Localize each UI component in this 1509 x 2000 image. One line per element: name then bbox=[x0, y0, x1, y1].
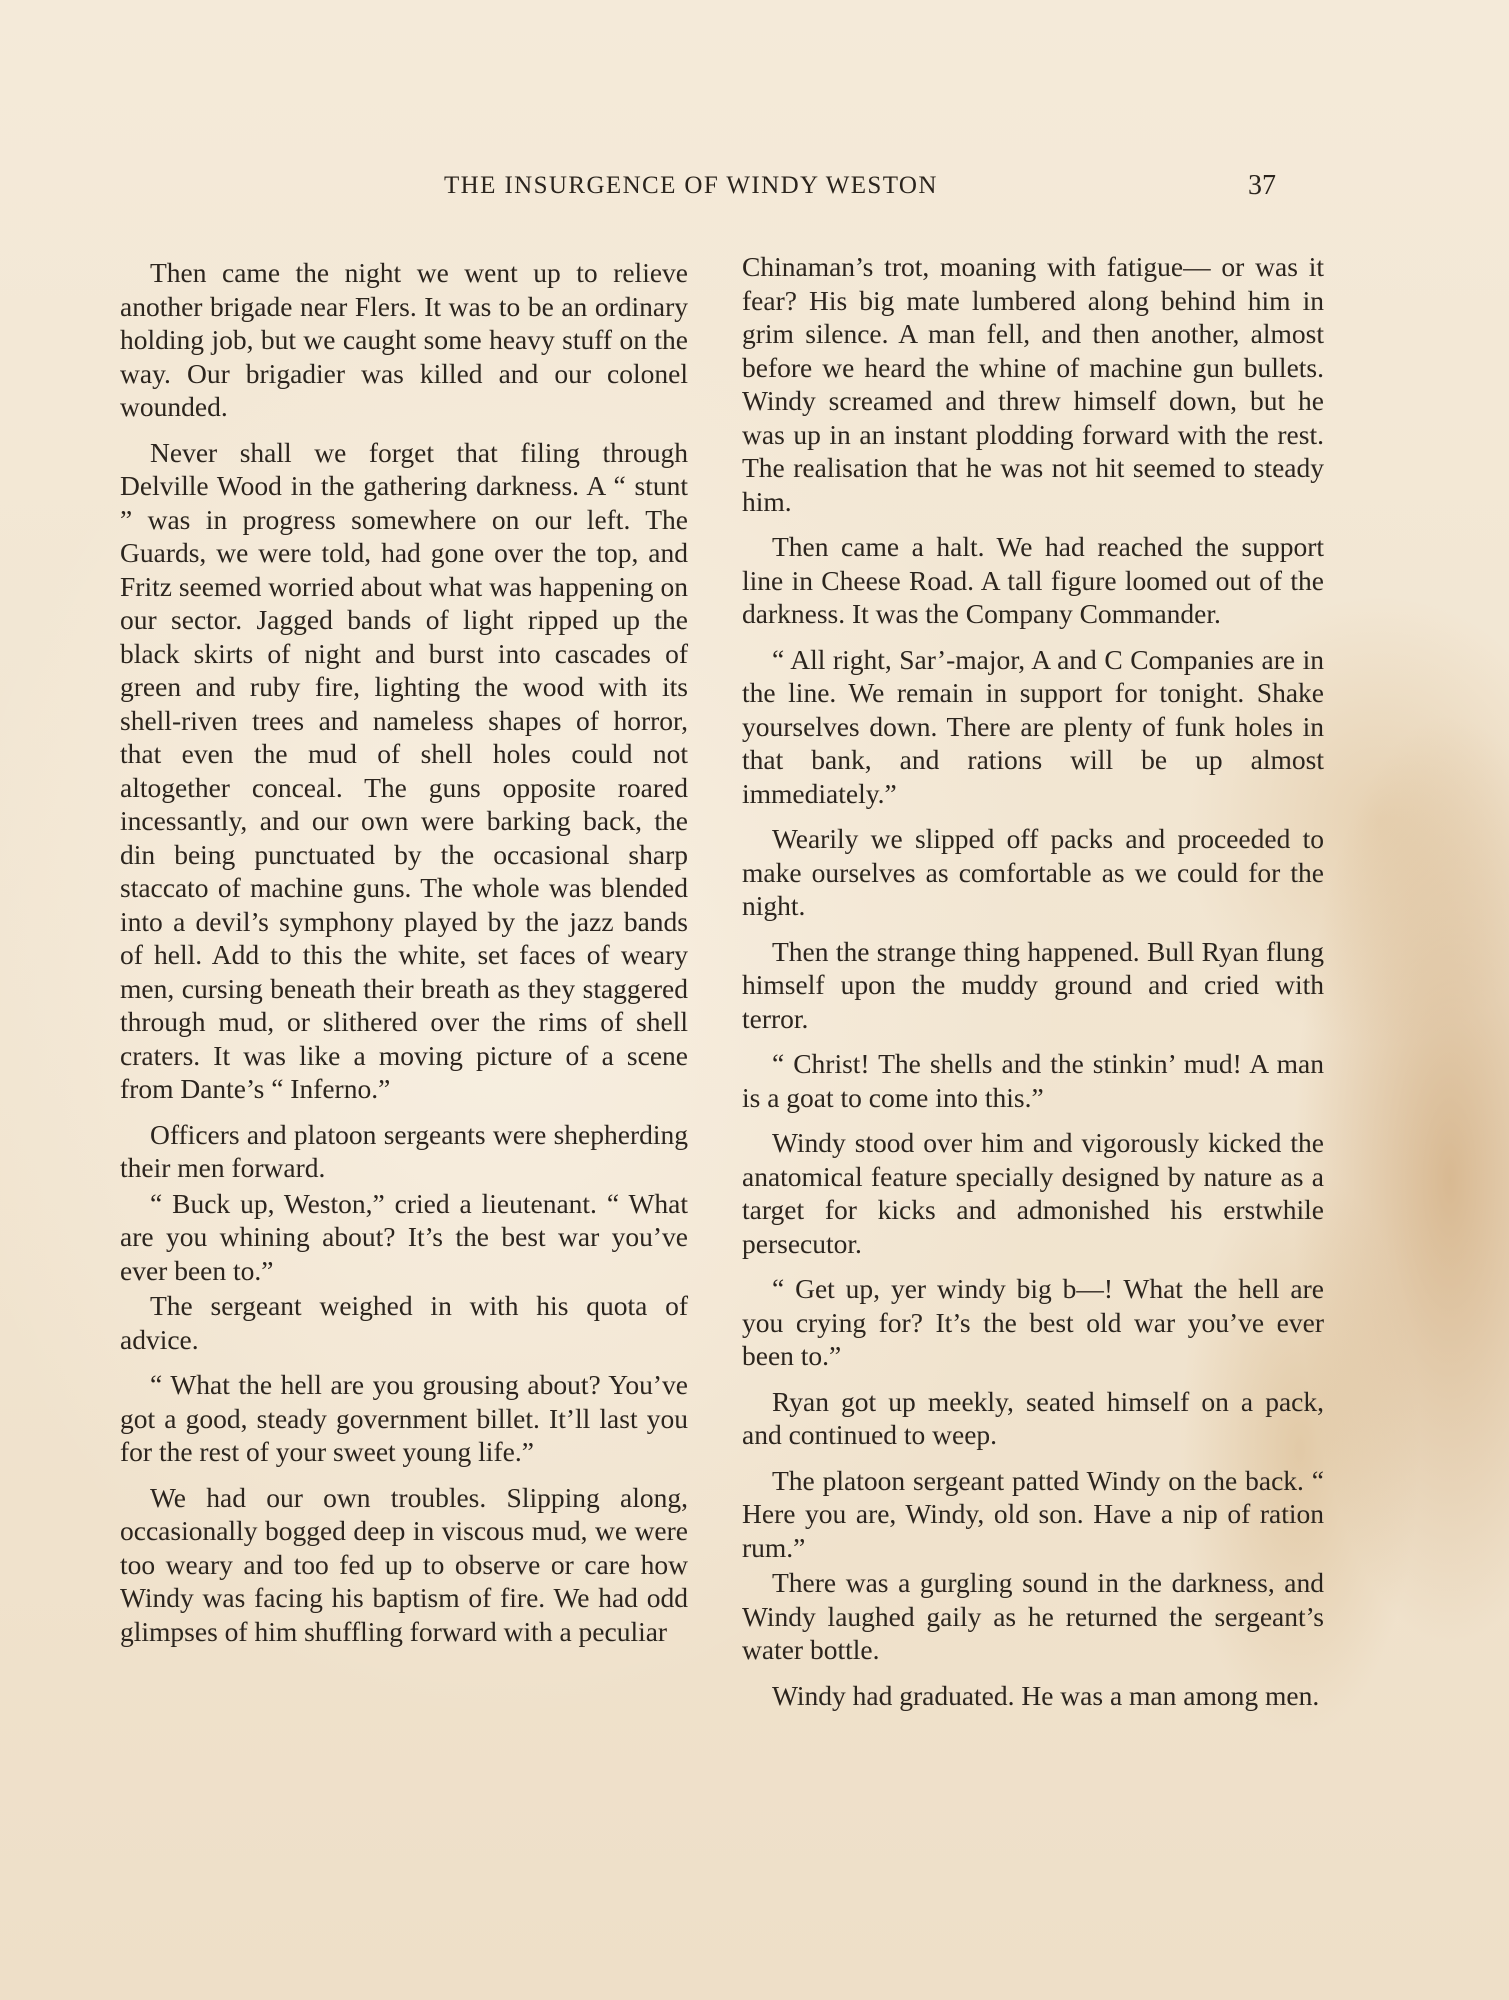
paragraph: Then came the night we went up to relieve another brigade near Flers. It was to be an ordinary holding job, but we caught some heavy stuff on the way. Our brigadier was killed and our colonel wounded. bbox=[120, 257, 688, 422]
running-title: THE INSURGENCE OF WINDY WESTON bbox=[444, 172, 938, 199]
paragraph: Chinaman’s trot, moaning with fatigue— or was it fear? His big mate lumbered along behind him in grim silence. A man fell, and then another, almost before we heard the whine of machine gun bullets. Windy screamed and threw himself down, but he was up in an instant plodding forward with the rest. The realisation that he was not hit seemed to steady him. bbox=[742, 251, 1324, 517]
paragraph: Wearily we slipped off packs and proceeded to make ourselves as comfortable as we could for the night. bbox=[742, 823, 1324, 921]
paragraph: Then the strange thing happened. Bull Ryan flung himself upon the muddy ground and cried with terror. bbox=[742, 935, 1324, 1034]
paragraph: Windy stood over him and vigorously kicked the anatomical feature specially designed by nature as a target for kicks and admonished his erstwhile persecutor. bbox=[742, 1127, 1324, 1259]
page-number: 37 bbox=[1248, 170, 1276, 201]
paragraph: Officers and platoon sergeants were shepherding their men forward. bbox=[120, 1118, 688, 1183]
paragraph: Windy had graduated. He was a man among men. bbox=[772, 1679, 1320, 1711]
paragraph: “ Buck up, Weston,” cried a lieutenant. “ What are you whining about? It’s the best war you’ve ever been to.” bbox=[120, 1187, 688, 1286]
paragraph: Never shall we forget that filing through Delville Wood in the gathering darkness. A “ stunt ” was in progress somewhere on our left. The Guards, we were told, had gone over the top, and Fritz seemed worried about what was happening on our sector. Jagged bands of light ripped up the black skirts of night and burst into cascades of green and ruby fire, lighting the wood with its shell-riven trees and nameless shapes of horror, that even the mud of shell holes could not altogether conceal. The guns opposite roared incessantly, and our own were barking back, the din being punctuated by the occasional sharp staccato of machine guns. The whole was blended into a devil’s symphony played by the jazz bands of hell. Add to this the white, set faces of weary men, cursing beneath their breath as they staggered through mud, or slithered over the rims of shell craters. It was like a moving picture of a scene from Dante’s “ Inferno.” bbox=[120, 436, 688, 1104]
paragraph: “ All right, Sar’-major, A and C Companies are in the line. We remain in support for tonight. Shake yourselves down. There are plenty of funk holes in that bank, and rations will be up almost immediately.” bbox=[742, 643, 1324, 809]
paragraph: Then came a halt. We had reached the support line in Cheese Road. A tall figure loomed out of the darkness. It was the Company Commander. bbox=[742, 531, 1324, 629]
right-column bbox=[742, 250, 1324, 1724]
paragraph: The platoon sergeant patted Windy on the back. “ Here you are, Windy, old son. Have a nip of ration rum.” bbox=[742, 1464, 1324, 1563]
left-column bbox=[120, 256, 688, 1660]
paragraph: “ Get up, yer windy big b—! What the hell are you crying for? It’s the best old war you’ve ever been to.” bbox=[742, 1273, 1324, 1371]
paragraph: We had our own troubles. Slipping along, occasionally bogged deep in viscous mud, we were too weary and too fed up to observe or care how Windy was facing his baptism of fire. We had odd glimpses of him shuffling forward with a peculiar bbox=[120, 1481, 688, 1647]
paragraph: Ryan got up meekly, seated himself on a pack, and continued to weep. bbox=[742, 1385, 1324, 1450]
paragraph: The sergeant weighed in with his quota of advice. bbox=[120, 1290, 688, 1355]
paragraph: There was a gurgling sound in the darkness, and Windy laughed gaily as he returned the sergeant’s water bottle. bbox=[742, 1567, 1324, 1665]
paragraph: “ What the hell are you grousing about? You’ve got a good, steady government billet. It’ll last you for the rest of your sweet young life.” bbox=[120, 1369, 688, 1467]
paragraph: “ Christ! The shells and the stinkin’ mud! A man is a goat to come into this.” bbox=[742, 1048, 1324, 1113]
